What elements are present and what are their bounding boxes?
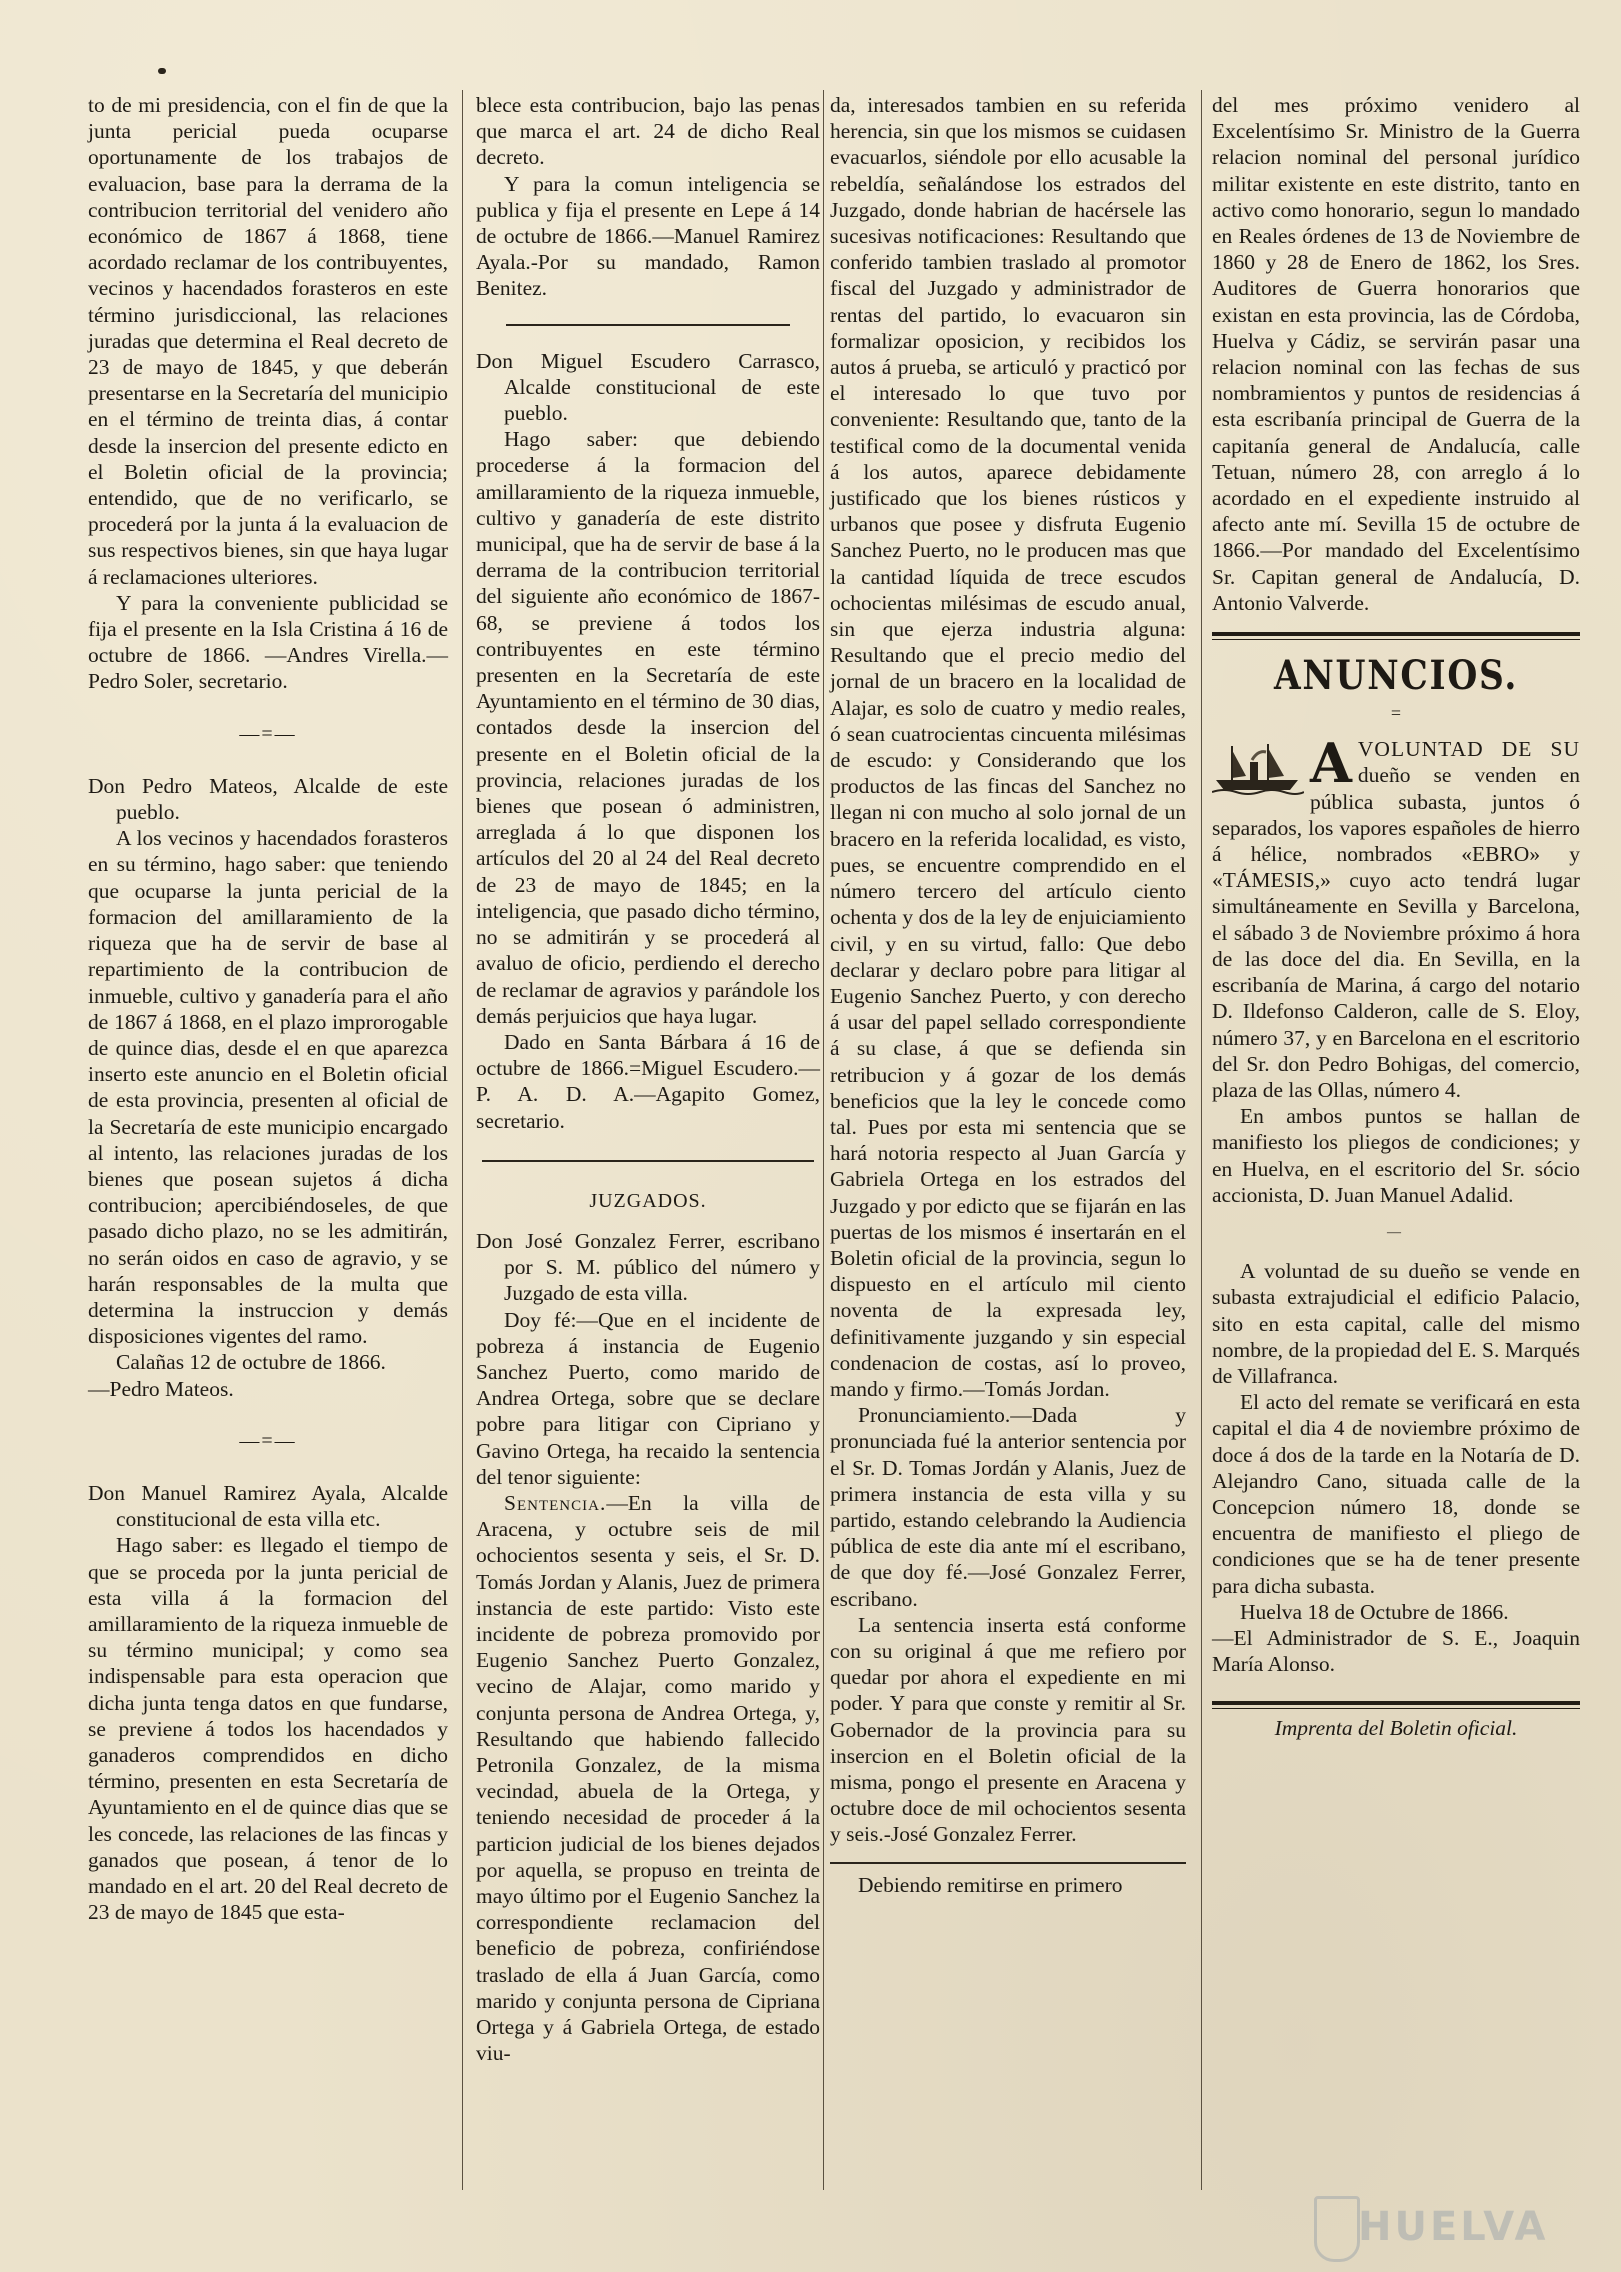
archive-shield-icon: [1314, 2196, 1360, 2262]
paragraph: Y para la conveniente publicidad se fija el presente en la Isla Cristina á 16 de octubre de 1866. —Andres Virella.—Pedro Soler, secretario.: [88, 590, 448, 694]
column-1: [88, 92, 448, 1925]
archive-watermark: HUELVA: [1358, 2204, 1549, 2250]
separator: —=—: [239, 1429, 297, 1452]
signature: —El Administrador de S. E., Joaquin María Alonso.: [1212, 1625, 1580, 1677]
dateline: Huelva 18 de Octubre de 1866.: [1240, 1599, 1509, 1624]
paragraph: to de mi presidencia, con el fin de que la junta pericial pueda ocuparse oportunamente de los trabajos de evaluacion, base para la derrama de la contribucion territorial del venidero año económico de 1867 á 1868, tiene acordado reclamar de los contribuyentes, vecinos y hacendados forasteros en este término jurisdiccional, las relaciones juradas que determina el Real decreto de 23 de mayo de 1845, y que deberán presentarse en la Secretaría del municipio en el término de treinta dias, á contar desde la insercion del presente edicto en el Boletin oficial de la provincia; entendido, que de no verificarlo, se procederá por la junta á la evaluacion de sus respectivos bienes, sin que haya lugar á reclamaciones ulteriores.: [88, 93, 448, 589]
ornament: —: [1387, 1224, 1405, 1240]
paragraph: Pronunciamiento.—Dada y pronunciada fué la anterior sentencia por el Sr. D. Tomas Jordán y Alanis, Juez de primera instancia de esta villa y su partido, estando celebrando la Audiencia pública de este dia ante mí el escribano, de que doy fé.—José Gonzalez Ferrer, escribano.: [830, 1403, 1186, 1611]
double-rule: [1212, 1701, 1580, 1709]
paragraph: blece esta contribucion, bajo las penas que marca el art. 24 de dicho Real decreto.: [476, 93, 820, 170]
sentence-text: —En la villa de Aracena, y octubre seis de mil ochocientos sesenta y seis, el Sr. D. Tomás Jordan y Alanis, Juez de primera instancia de este partido: Visto este incidente de pobreza promovido por Eugenio Sanchez Puerto Gonzalez, vecino de Alajar, como marido y conjunta persona de Andrea Ortega, y, Resultando que habiendo fallecido Petronila Gonzalez, de la misma vecindad, abuela de la Ortega, y teniendo necesidad de proceder á la particion judicial de los bienes dejados por aquella, se propuso en treinta de mayo último por el Eugenio Sanchez la correspondiente reclamacion del beneficio de pobreza, confiriéndose traslado de ella á Juan García, como marido y conjunta persona de Cipriana Ortega y á Gabriela Ortega, de estado viu-: [476, 1490, 820, 2066]
paragraph: La sentencia inserta está conforme con su original á que me refiero por quedar por ahora el expediente en mi poder. Y para que conste y remitir al Sr. Gobernador de la provincia para su insercion en el Boletin oficial de la misma, pongo el presente en Aracena y octubre doce de mil ochocientos sesenta y seis.-José Gonzalez Ferrer.: [830, 1612, 1186, 1847]
paragraph: Y para la comun inteligencia se publica y fija el presente en Lepe á 14 de octubre de 1866.—Manuel Ramirez Ayala.-Por su mandado, Ramon Benitez.: [476, 171, 820, 301]
column-rule: [823, 90, 824, 2190]
paragraph: Hago saber: es llegado el tiempo de que se proceda por la junta pericial de esta villa á la formacion del amillaramiento de la riqueza inmueble de su término municipal; y como sea indispensable para esta operacion que dicha junta tenga datos en que fundarse, se previene á todos los hacendados y ganaderos comprendidos en dicho término, presenten en esta Secretaría de Ayuntamiento en el de quince dias que se les concede, las relaciones de las fincas y ganados que posean, á tenor de lo mandado en el art. 20 del Real decreto de 23 de mayo de 1845 que esta-: [88, 1533, 448, 1925]
paragraph: A los vecinos y hacendados forasteros en su término, hago saber: que teniendo que ocuparse la junta pericial de la formacion del amillaramiento de la riqueza que ha de servir de base al repartimiento de la contribucion de inmueble, cultivo y ganadería para el año de 1867 á 1868, en el plazo improrogable de quince dias, desde el en que aparezca inserto este anuncio en el Boletin oficial de esta provincia, presenten al oficial de la Secretaría de este municipio encargado al intento, las relaciones juradas de los bienes que posean sujetos á dicha contribucion; apercibiéndoseles, de que pasado dicho plazo, no se les admitirán, no serán oidos en caso de agravio, y se harán responsables de la multa que determina la instruccion y demás disposiciones vigentes del ramo.: [88, 826, 448, 1349]
divider: [482, 1160, 814, 1162]
paragraph: Doy fé:—Que en el incidente de pobreza á instancia de Eugenio Sanchez Puerto, como marido de Andrea Ortega, sobre que se declare pobre para litigar con Cipriano y Gavino Ortega, ha recaido la sentencia del tenor siguiente:: [476, 1307, 820, 1489]
column-4: [1212, 92, 1580, 1742]
paragraph: del mes próximo venidero al Excelentísimo Sr. Ministro de la Guerra relacion nominal del personal jurídico militar existente en este distrito, tanto en activo como honorario, segun lo mandado en Reales órdenes de 13 de Noviembre de 1860 y 28 de Enero de 1862, los Sres. Auditores de Guerra honorarios que existan en esta provincia, las de Córdoba, Huelva y Cádiz, se servirán pasar una relacion nominal con las fechas de sus nombramientos y puntos de residencias á esta escribanía principal de Guerra de la capitanía general de Andalucía, calle Tetuan, número 28, con arreglo á lo acordado en el expediente instruido al afecto ante mí. Sevilla 15 de octubre de 1866.—Por mandado del Excelentísimo Sr. Capitan general de Andalucía, D. Antonio Valverde.: [1212, 93, 1580, 615]
paragraph: [476, 1490, 820, 2066]
separator: —=—: [239, 722, 297, 745]
paragraph: A voluntad de su dueño se vende en subasta extrajudicial el edificio Palacio, sito en esta capital, calle del mismo nombre, de la propiedad del E. S. Marqués de Villafranca.: [1212, 1259, 1580, 1388]
column-3: [830, 92, 1186, 1898]
paragraph: Hago saber: que debiendo procederse á la formacion del amillaramiento de la riqueza inmueble, cultivo y ganadería de este distrito municipal, que ha de servir de base á la derrama de la contribucion territorial del siguiente año económico de 1867-68, se previene á todos los contribuyentes en este término presenten en la Secretaría de este Ayuntamiento en el término de 30 dias, contados desde la insercion del presente en el Boletin oficial de la provincia, relaciones juradas de los bienes que posean ó administren, arreglada á lo que disponen los artículos del 20 al 24 del Real decreto de 23 de mayo de 1845; en la inteligencia, que pasado dicho término, no se admitirán y se procederá al avaluo de oficio, perdiendo el derecho de reclamar de agravios y parándole los demás perjuicios que haya lugar.: [476, 427, 820, 1028]
divider: [830, 1862, 1186, 1864]
separator: =: [1390, 703, 1402, 724]
column-rule: [462, 90, 463, 2190]
paragraph: da, interesados tambien en su referida herencia, sin que los mismos se cuidasen evacuarlos, siéndole por ello acusable la rebeldía, señalándose los estrados del Juzgado, donde habrian de hacérsele las sucesivas notificaciones: Resultando que conferido tambien traslado al promotor fiscal del Juzgado y administrador de rentas del partido, lo evacuaron sin formalizar oposicion, y recibidos los autos á prueba, se articuló y practicó por el interesado lo que tuvo por conveniente: Resultando que, tanto de la testifical como de la documental venida á los autos, aparece debidamente justificado que los bienes rústicos y urbanos que posee y disfruta Eugenio Sanchez Puerto, no le producen mas que la cantidad líquida de trece escudos ochocientas milésimas de escudo anual, sin que ejerza industria alguna: Resultando que el precio medio del jornal de un bracero en la localidad de Alajar, es solo de cuatro y medio reales, ó sean cuatrocientas cincuenta milésimas de escudo: y Considerando que los productos de las fincas del Sanchez no llegan ni con mucho al solo jornal de un bracero en la referida localidad, es visto, pues, se encuentre comprendido en el número tercero del artículo ciento ochenta y dos de la ley de enjuiciamiento civil, y en su virtud, fallo: Que debo declarar y declaro pobre para litigar al Eugenio Sanchez Puerto, y con derecho á usar del papel sellado correspondiente á su clase, á que se defienda sin retribucion y á gozar de los demás beneficios que la ley le concede como tal. Pues por esta mi sentencia que se hará notoria respecto al Juan García y Gabriela Ortega en los estrados del Juzgado y por edicto que se fijarán en las puertas de los mismos é insertarán en el Boletin oficial de la provincia, segun lo dispuesto en el artículo mil ciento noventa de la expresada ley, definitivamente juzgando y sin especial condenacion de costas, así lo proveo, mando y firmo.—Tomás Jordan.: [830, 93, 1186, 1401]
column-2: [476, 92, 820, 2066]
ad-lead: VOLUNTAD DE SU: [1357, 737, 1580, 762]
notice-heading: Don Manuel Ramirez Ayala, Alcalde constitucional de esta villa etc.: [88, 1480, 448, 1532]
advertisement: [1212, 731, 1580, 1103]
column-rule: [1201, 90, 1202, 2190]
paragraph: El acto del remate se verificará en esta capital el dia 4 de noviembre próximo de doce á dos de la tarde en la Notaría de D. Alejandro Cano, situada calle de la Concepcion número 18, donde se encuentra de manifiesto el pliego de condiciones que se ha de tener presente para dicha subasta.: [1212, 1390, 1580, 1598]
notice-heading: Don José Gonzalez Ferrer, escribano por S. M. público del número y Juzgado de esta villa.: [476, 1228, 820, 1306]
print-mark: [158, 68, 166, 74]
divider: [506, 324, 790, 326]
notice-heading: Don Miguel Escudero Carrasco, Alcalde constitucional de este pueblo.: [476, 348, 820, 426]
steamship-icon: [1212, 740, 1304, 796]
drop-cap: A: [1310, 731, 1352, 796]
paragraph: Debiendo remitirse en primero: [858, 1872, 1123, 1897]
dateline: Dado en Santa Bárbara á 16 de octubre de 1866.=Miguel Escudero.—P. A. D. A.—Agapito Gomez, secretario.: [476, 1029, 820, 1133]
dateline: Calañas 12 de octubre de 1866.: [116, 1350, 386, 1375]
paragraph: En ambos puntos se hallan de manifiesto los pliegos de condiciones; y en Huelva, en el escritorio del Sr. sócio accionista, D. Juan Manuel Adalid.: [1212, 1104, 1580, 1207]
signature: —Pedro Mateos.: [88, 1376, 234, 1401]
double-rule: [1212, 632, 1580, 640]
sentence-lead: Sentencia.: [504, 1490, 607, 1515]
ad-text: dueño se venden en pública subasta, juntos ó separados, los vapores españoles de hierro á hélice, nombrados «EBRO» y «TÁMESIS,» cuyo acto tendrá lugar simultáneamente en Sevilla y Barcelona, el sábado 3 de Noviembre próximo á hora de las doce del dia. En Sevilla, en la escribanía de Marina, á cargo del notario D. Ildefonso Calderon, calle de S. Eloy, número 37, y en Barcelona en el escritorio del Sr. don Pedro Bohigas, del comercio, plaza de las Ollas, número 4.: [1212, 763, 1580, 1102]
section-title: JUZGADOS.: [589, 1189, 707, 1212]
printer-credit: Imprenta del Boletin oficial.: [1274, 1716, 1518, 1741]
anuncios-heading: ANUNCIOS.: [1273, 652, 1519, 700]
notice-heading: Don Pedro Mateos, Alcalde de este pueblo.: [88, 773, 448, 825]
